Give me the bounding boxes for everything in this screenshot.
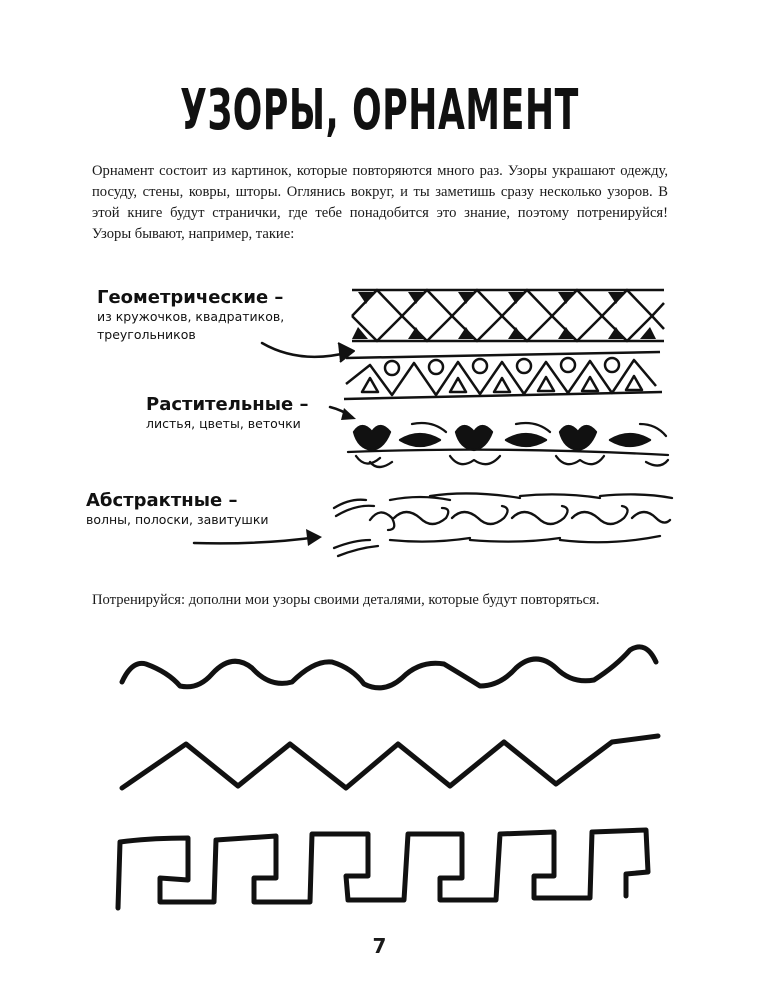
practice-instruction: Потренируйся: дополни мои узоры своими деталями, которые будут повторяться.: [92, 592, 600, 608]
label-geometric-desc: из кружочков, квадратиков, треугольников: [97, 309, 285, 342]
label-plant-name: Растительные –: [146, 394, 309, 415]
label-abstract-name: Абстрактные –: [86, 490, 238, 511]
page-number: 7: [372, 934, 387, 958]
intro-paragraph: Орнамент состоит из картинок, которые повторяются много раз. Узоры украшают одежду, посуду, стены, ковры, шторы. Оглянись вокруг, и ты заметишь сразу несколько узоров. В этой книге будут странички, где тебе понадобится это знание, поэтому потренируйся! Узоры бывают, например, такие:: [92, 163, 668, 242]
label-abstract-desc: волны, полоски, завитушки: [86, 512, 269, 527]
label-geometric-name: Геометрические –: [97, 287, 284, 308]
label-plant-desc: листья, цветы, веточки: [146, 416, 301, 431]
page-title: УЗОРЫ, ОРНАМЕНТ: [180, 78, 579, 143]
